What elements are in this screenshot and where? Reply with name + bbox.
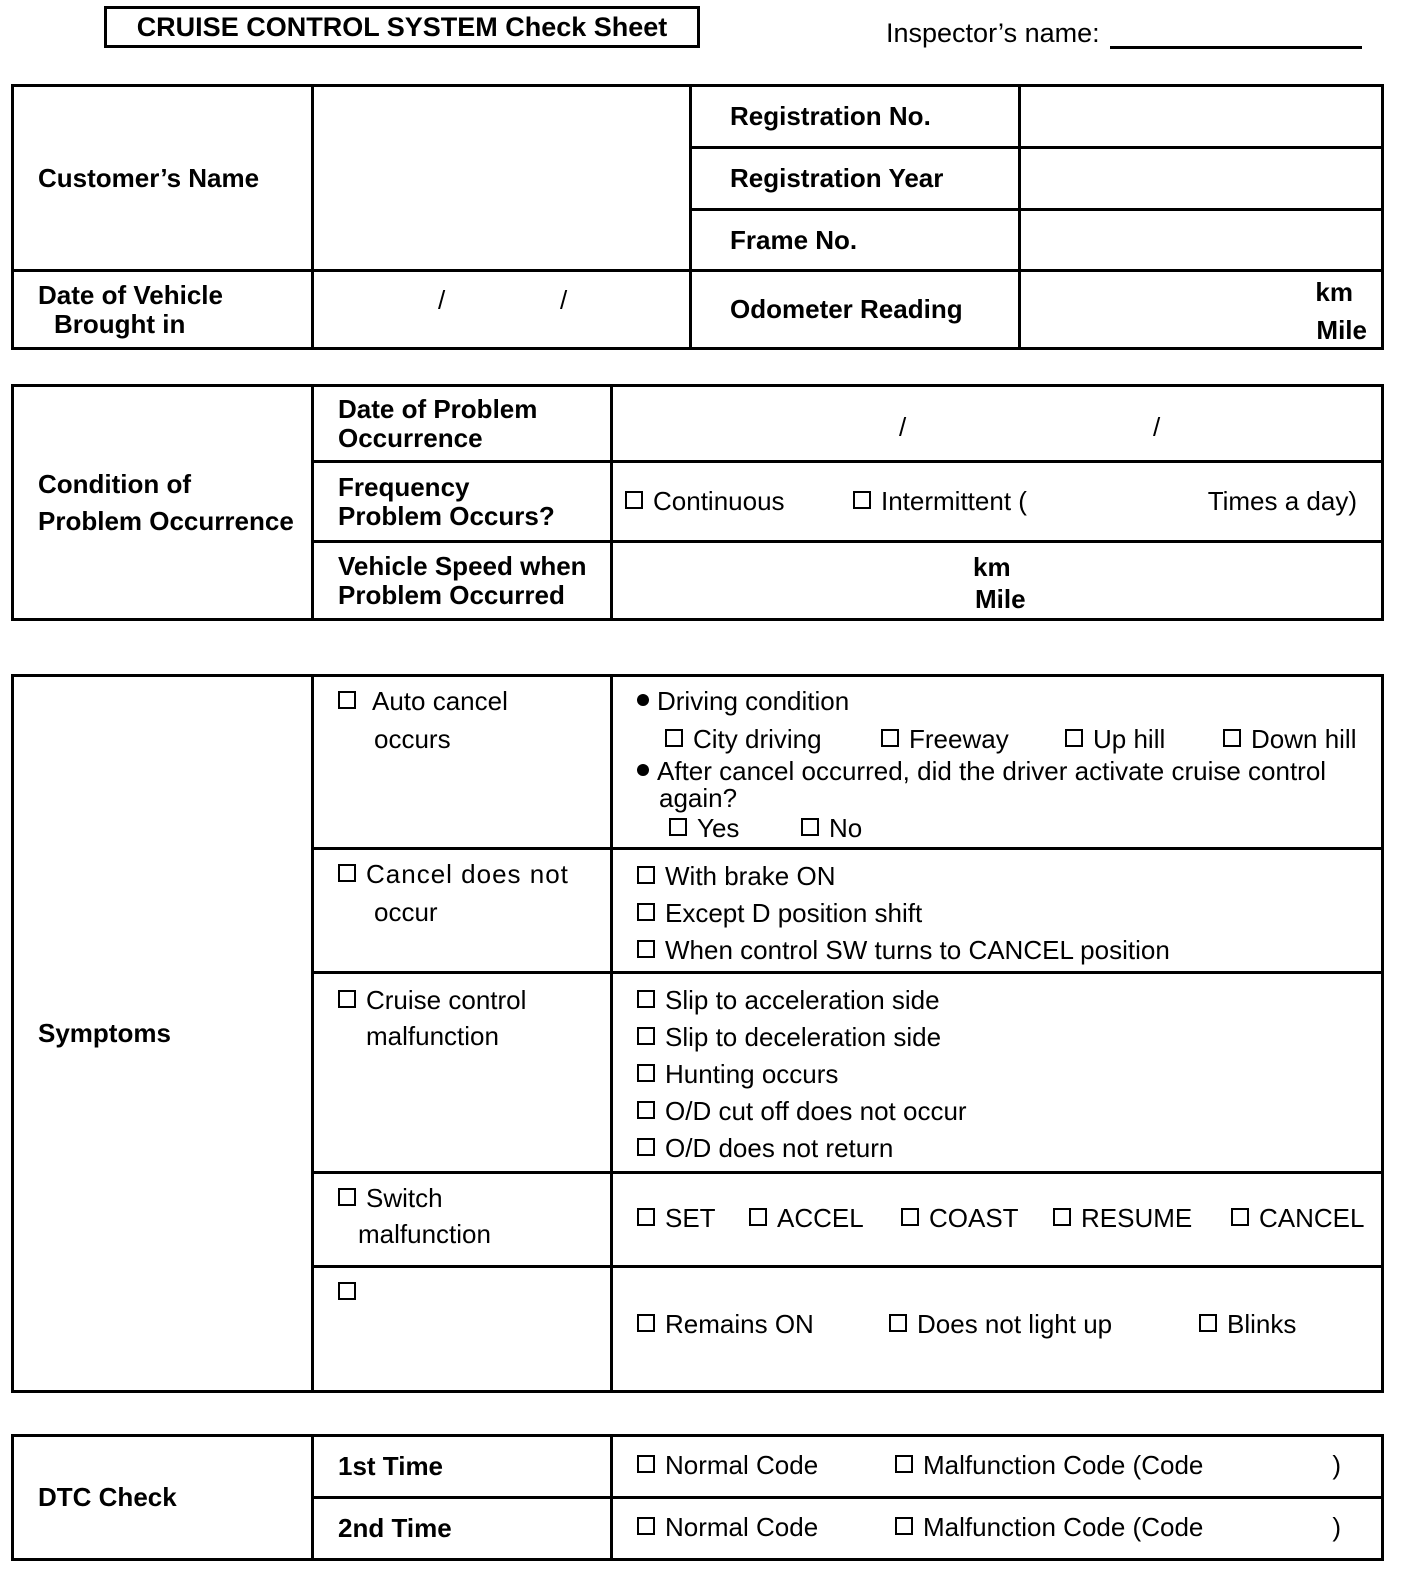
inspector-name-input[interactable] <box>1110 18 1362 49</box>
brake-on-label: With brake ON <box>665 861 836 891</box>
vehicle-speed-label-line2: Problem Occurred <box>338 579 565 610</box>
frequency-label-line1: Frequency <box>338 471 470 502</box>
checkbox[interactable] <box>338 1188 356 1206</box>
checkbox[interactable] <box>1223 729 1241 747</box>
vehicle-speed-label <box>313 542 612 620</box>
no-option[interactable] <box>801 814 862 843</box>
checkbox[interactable] <box>901 1208 919 1226</box>
resume-option[interactable] <box>1053 1204 1192 1233</box>
od-return-label: O/D does not return <box>665 1133 894 1163</box>
yes-label: Yes <box>697 813 740 843</box>
set-label: SET <box>665 1203 716 1233</box>
first-time-options <box>612 1436 1383 1498</box>
cruise-malfunction-label-line2: malfunction <box>366 1021 499 1051</box>
blinks-label: Blinks <box>1227 1309 1297 1339</box>
checkbox[interactable] <box>853 491 871 509</box>
checkbox[interactable] <box>1065 729 1083 747</box>
indicator-details <box>612 1267 1383 1392</box>
first-time-label: 1st Time <box>313 1436 612 1498</box>
checkbox[interactable] <box>338 1282 356 1300</box>
symptoms-table <box>11 674 1384 1393</box>
checkbox[interactable] <box>625 491 643 509</box>
intermittent-option[interactable] <box>853 487 1027 516</box>
vehicle-info-table <box>11 84 1384 350</box>
checkbox[interactable] <box>637 1455 655 1473</box>
od-cutoff-option[interactable] <box>637 1093 1381 1130</box>
yes-option[interactable] <box>669 814 739 843</box>
frequency-label <box>313 462 612 542</box>
condition-section-label <box>13 386 313 620</box>
frequency-label-line2: Problem Occurs? <box>338 500 555 531</box>
checkbox[interactable] <box>338 990 356 1008</box>
odometer-unit-km: km <box>1315 277 1353 307</box>
checkbox[interactable] <box>637 1138 655 1156</box>
first-normal-code-option[interactable] <box>637 1451 818 1480</box>
switch-malfunction-line1 <box>338 1184 443 1213</box>
slip-deceleration-option[interactable] <box>637 1019 1381 1056</box>
checkbox[interactable] <box>895 1455 913 1473</box>
cancel-label: CANCEL <box>1259 1203 1365 1233</box>
date-brought-in-label <box>13 271 313 349</box>
except-d-label: Except D position shift <box>665 898 923 928</box>
switch-malfunction-label-line2: malfunction <box>358 1219 491 1249</box>
auto-cancel-label-line2: occurs <box>374 724 451 754</box>
set-option[interactable] <box>637 1204 716 1233</box>
normal-code-label: Normal Code <box>665 1450 819 1480</box>
frequency-options <box>612 462 1383 542</box>
blinks-option[interactable] <box>1199 1310 1296 1339</box>
customer-name-input[interactable] <box>313 86 691 271</box>
inspector-label: Inspector’s name: <box>886 18 1100 48</box>
checkbox[interactable] <box>637 1101 655 1119</box>
cruise-malfunction-details <box>612 973 1383 1173</box>
checkbox[interactable] <box>637 1208 655 1226</box>
hunting-option[interactable] <box>637 1056 1381 1093</box>
symptoms-section-label: Symptoms <box>13 676 313 1392</box>
checkbox[interactable] <box>637 866 655 884</box>
switch-malfunction-option[interactable] <box>313 1173 612 1267</box>
indicator-checkbox[interactable] <box>338 1278 366 1307</box>
freeway-label: Freeway <box>909 724 1009 754</box>
first-malfunction-code-option[interactable] <box>895 1451 1203 1480</box>
registration-year-label: Registration Year <box>691 148 1020 210</box>
normal-code-label: Normal Code <box>665 1512 819 1542</box>
cancel-not-occur-label: Cancel does not <box>366 859 569 889</box>
registration-year-input[interactable] <box>1020 148 1383 210</box>
resume-label: RESUME <box>1081 1203 1193 1233</box>
date-brought-in-input[interactable] <box>313 271 691 349</box>
auto-cancel-line1 <box>338 687 508 716</box>
condition-section-label-line1: Condition of <box>38 468 192 499</box>
checkbox[interactable] <box>637 940 655 958</box>
checkbox[interactable] <box>1053 1208 1071 1226</box>
no-light-label: Does not light up <box>917 1309 1113 1339</box>
no-label: No <box>829 813 863 843</box>
frame-no-label: Frame No. <box>691 210 1020 271</box>
dtc-table <box>11 1434 1384 1561</box>
switch-options <box>612 1173 1383 1267</box>
indicator-option[interactable] <box>313 1267 612 1392</box>
odometer-unit-mile: Mile <box>1316 315 1367 345</box>
reactivate-question-line1: After cancel occurred, did the driver activate cruise control <box>657 756 1327 786</box>
vehicle-speed-label-line1: Vehicle Speed when <box>338 550 587 581</box>
checkbox[interactable] <box>1199 1314 1217 1332</box>
speed-unit-km: km <box>973 552 1011 582</box>
cruise-malfunction-label: Cruise control <box>366 985 527 1015</box>
except-d-option[interactable] <box>637 895 1381 932</box>
second-time-label: 2nd Time <box>313 1498 612 1560</box>
problem-date-label-line2: Occurrence <box>338 422 483 453</box>
continuous-label: Continuous <box>653 486 785 516</box>
cruise-malfunction-option[interactable] <box>313 973 612 1173</box>
driving-condition-label: Driving condition <box>657 686 850 716</box>
cancel-position-option[interactable] <box>637 932 1381 969</box>
down-hill-option[interactable] <box>1223 725 1357 754</box>
close-paren: ) <box>1332 1512 1341 1542</box>
city-driving-option[interactable] <box>665 725 822 754</box>
checkbox[interactable] <box>338 864 356 882</box>
second-normal-code-option[interactable] <box>637 1513 818 1542</box>
checkbox[interactable] <box>637 1517 655 1535</box>
checkbox[interactable] <box>889 1314 907 1332</box>
inspector-name-field <box>886 18 1362 49</box>
condition-table <box>11 384 1384 621</box>
times-a-day-label: Times a day) <box>1207 486 1357 516</box>
checkbox[interactable] <box>665 729 683 747</box>
continuous-option[interactable] <box>625 487 785 516</box>
dtc-section-label: DTC Check <box>13 1436 313 1560</box>
date-separator: / <box>438 285 446 315</box>
problem-date-label <box>313 386 612 462</box>
checkbox[interactable] <box>338 691 356 709</box>
sheet-title: CRUISE CONTROL SYSTEM Check Sheet <box>104 6 700 48</box>
checkbox[interactable] <box>881 729 899 747</box>
hunting-label: Hunting occurs <box>665 1059 839 1089</box>
cancel-position-label: When control SW turns to CANCEL position <box>665 935 1170 965</box>
reactivate-question-line2: again? <box>659 783 738 813</box>
checkbox[interactable] <box>749 1208 767 1226</box>
bullet-icon <box>637 694 649 706</box>
up-hill-label: Up hill <box>1093 724 1166 754</box>
checkbox[interactable] <box>895 1517 913 1535</box>
bullet-icon <box>637 764 649 776</box>
checkbox[interactable] <box>669 818 687 836</box>
vehicle-speed-input[interactable] <box>612 542 1383 620</box>
down-hill-label: Down hill <box>1251 724 1357 754</box>
checkbox[interactable] <box>801 818 819 836</box>
cancel-not-occur-details <box>612 849 1383 973</box>
customer-name-label: Customer’s Name <box>13 86 313 271</box>
date-separator: / <box>1153 412 1161 442</box>
registration-no-label: Registration No. <box>691 86 1020 148</box>
slip-acceleration-label: Slip to acceleration side <box>665 985 940 1015</box>
odometer-input[interactable] <box>1020 271 1383 349</box>
slip-acceleration-option[interactable] <box>637 982 1381 1019</box>
slip-deceleration-label: Slip to deceleration side <box>665 1022 942 1052</box>
cancel-not-occur-option[interactable] <box>313 849 612 973</box>
reactivate-question <box>637 757 1326 786</box>
auto-cancel-label: Auto cancel <box>372 686 508 716</box>
checkbox[interactable] <box>637 1314 655 1332</box>
city-driving-label: City driving <box>693 724 822 754</box>
intermittent-label: Intermittent ( <box>881 486 1027 516</box>
up-hill-option[interactable] <box>1065 725 1165 754</box>
remains-on-label: Remains ON <box>665 1309 814 1339</box>
cancel-not-occur-line1 <box>338 860 569 889</box>
second-malfunction-code-option[interactable] <box>895 1513 1203 1542</box>
malfunction-code-label: Malfunction Code (Code <box>923 1450 1204 1480</box>
accel-option[interactable] <box>749 1204 864 1233</box>
second-time-options <box>612 1498 1383 1560</box>
accel-label: ACCEL <box>777 1203 864 1233</box>
odometer-label: Odometer Reading <box>691 271 1020 349</box>
coast-option[interactable] <box>901 1204 1019 1233</box>
date-separator: / <box>899 412 907 442</box>
checkbox[interactable] <box>637 1064 655 1082</box>
date-separator: / <box>560 285 568 315</box>
problem-date-label-line1: Date of Problem <box>338 393 538 424</box>
cancel-option[interactable] <box>1231 1204 1364 1233</box>
date-brought-in-label-line1: Date of Vehicle <box>38 279 223 310</box>
driving-condition-heading <box>637 687 849 716</box>
checkbox[interactable] <box>637 903 655 921</box>
auto-cancel-option[interactable] <box>313 676 612 849</box>
date-brought-in-label-line2: Brought in <box>54 308 186 339</box>
cancel-not-occur-label-line2: occur <box>374 897 438 927</box>
coast-label: COAST <box>929 1203 1019 1233</box>
cruise-malfunction-line1 <box>338 986 526 1015</box>
malfunction-code-label: Malfunction Code (Code <box>923 1512 1204 1542</box>
problem-date-input[interactable] <box>612 386 1383 462</box>
freeway-option[interactable] <box>881 725 1009 754</box>
no-light-option[interactable] <box>889 1310 1112 1339</box>
registration-no-input[interactable] <box>1020 86 1383 148</box>
switch-malfunction-label: Switch <box>366 1183 443 1213</box>
od-return-option[interactable] <box>637 1130 1381 1167</box>
condition-section-label-line2: Problem Occurrence <box>38 505 294 536</box>
checkbox[interactable] <box>637 1027 655 1045</box>
od-cutoff-label: O/D cut off does not occur <box>665 1096 967 1126</box>
remains-on-option[interactable] <box>637 1310 814 1339</box>
checkbox[interactable] <box>637 990 655 1008</box>
checkbox[interactable] <box>1231 1208 1249 1226</box>
close-paren: ) <box>1332 1450 1341 1480</box>
auto-cancel-details <box>612 676 1383 849</box>
frame-no-input[interactable] <box>1020 210 1383 271</box>
speed-unit-mile: Mile <box>975 584 1026 614</box>
brake-on-option[interactable] <box>637 858 1381 895</box>
